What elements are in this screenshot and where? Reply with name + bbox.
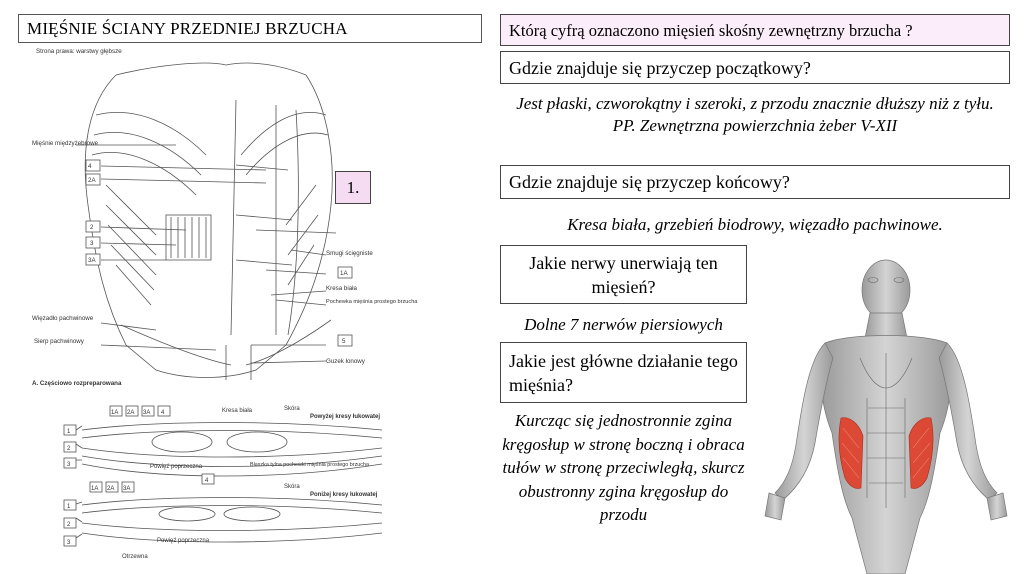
label-inguinal-falx: Sierp pachwinowy bbox=[34, 338, 84, 345]
label-skin: Skóra bbox=[284, 406, 300, 412]
num-label: 2 bbox=[67, 522, 71, 528]
cross-section-drawing bbox=[62, 400, 402, 565]
num-label: 2A bbox=[107, 486, 115, 492]
num-label: 3 bbox=[67, 462, 71, 468]
label-pubic-tubercle: Guzek łonowy bbox=[326, 358, 365, 365]
num-label: 4 bbox=[88, 163, 92, 170]
label-above-arcuate: Powyżej kresy łukowatej bbox=[310, 414, 381, 420]
answer-2-text: Jest płaski, czworokątny i szeroki, z przodu znacznie dłuższy niż z tyłu. PP. Zewnętrzna powierzchnia żeber V-XII bbox=[516, 94, 994, 135]
num-label: 4 bbox=[205, 478, 209, 484]
label-posterior-sheath: Blaszka tylna pochewki mięśnia prostego brzucha bbox=[250, 462, 369, 468]
slide-title: MIĘŚNIE ŚCIANY PRZEDNIEJ BRZUCHA bbox=[18, 14, 482, 43]
num-label: 2A bbox=[127, 410, 135, 416]
num-label: 4 bbox=[161, 410, 165, 416]
answer-4-text: Dolne 7 nerwów piersiowych bbox=[524, 315, 723, 334]
question-3-box: Gdzie znajduje się przyczep końcowy? bbox=[500, 165, 1010, 199]
abdominal-wall-drawing bbox=[26, 45, 418, 390]
question-2-box: Gdzie znajduje się przyczep początkowy? bbox=[500, 51, 1010, 84]
num-label: 3A bbox=[143, 410, 151, 416]
question-1-box: Którą cyfrą oznaczono mięsień skośny zewnętrzny brzucha ? bbox=[500, 14, 1010, 46]
num-label: 1 bbox=[67, 429, 71, 435]
label-transversalis-fascia-2: Powięź poprzeczna bbox=[157, 538, 210, 544]
num-label: 1A bbox=[91, 486, 99, 492]
drawing-caption: A. Częściowo rozpreparowana bbox=[32, 380, 122, 387]
num-label: 5 bbox=[342, 338, 346, 345]
drawing-header: Strona prawa: warstwy głębsze bbox=[36, 48, 122, 55]
num-label: 1A bbox=[340, 270, 348, 277]
num-label: 3A bbox=[123, 486, 131, 492]
num-label: 2A bbox=[88, 177, 96, 184]
label-transversalis-fascia: Powięź poprzeczna bbox=[150, 464, 203, 470]
question-4-box: Jakie nerwy unerwiają ten mięsień? bbox=[500, 245, 747, 304]
label-rectus-sheath: Pochewka mięśnia prostego brzucha bbox=[326, 299, 418, 305]
num-label: 1 bbox=[67, 504, 71, 510]
label-peritoneum: Otrzewna bbox=[122, 554, 148, 560]
answer-3-text: Kresa biała, grzebień biodrowy, więzadło pachwinowe. bbox=[567, 215, 943, 234]
answer-5-text: Kurcząc się jednostronnie zgina kręgosłup w stronę boczną i obraca tułów w stronę przeciwległą, skurcz obustronny zgina kręgosłup do przodu bbox=[502, 411, 745, 524]
num-label: 2 bbox=[67, 446, 71, 452]
number-label-box: 1. bbox=[335, 171, 371, 204]
label-skin-2: Skóra bbox=[284, 484, 300, 490]
question-5-box: Jakie jest główne działanie tego mięśnia? bbox=[500, 342, 747, 403]
label-tendinous: Smugi ścięgniste bbox=[326, 250, 373, 257]
label-intercostals: Mięśnie międzyżebrowe bbox=[32, 140, 99, 147]
muscle-figure-illustration bbox=[755, 258, 1017, 574]
num-label: 2 bbox=[90, 224, 94, 231]
num-label: 3A bbox=[88, 257, 96, 264]
label-linea-alba: Kresa biała bbox=[326, 285, 357, 292]
label-inguinal-ligament: Więzadło pachwinowe bbox=[32, 315, 94, 322]
label-below-arcuate: Poniżej kresy łukowatej bbox=[310, 492, 378, 498]
label-linea-alba: Kresa biała bbox=[222, 408, 253, 414]
num-label: 1A bbox=[111, 410, 119, 416]
num-label: 3 bbox=[67, 540, 71, 546]
num-label: 3 bbox=[90, 240, 94, 247]
